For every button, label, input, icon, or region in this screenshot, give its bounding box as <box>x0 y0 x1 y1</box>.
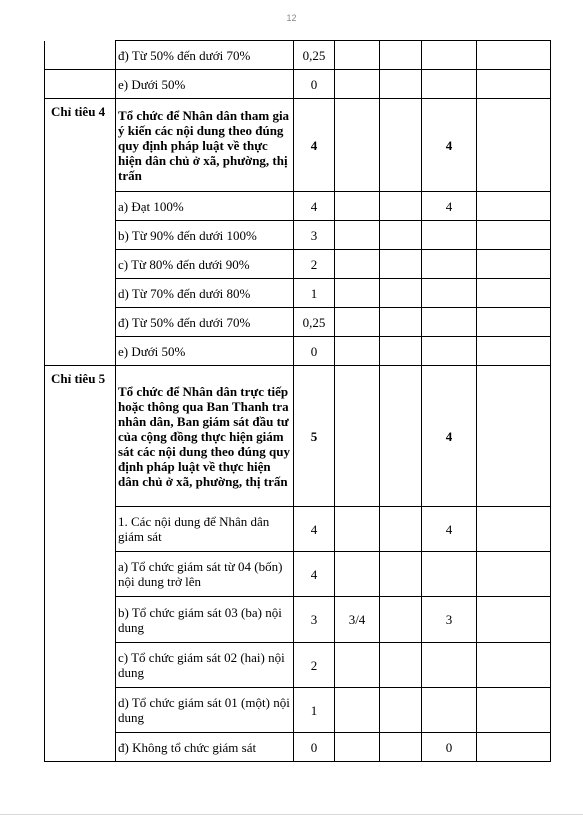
criterion-cell <box>45 688 116 733</box>
column-5-cell <box>380 366 422 507</box>
self-assessment-cell <box>335 221 380 250</box>
max-score-cell: 0 <box>294 70 335 99</box>
max-score-cell: 0,25 <box>294 41 335 70</box>
table-row <box>45 250 551 279</box>
self-assessment-cell <box>335 643 380 688</box>
max-score-cell: 4 <box>294 192 335 221</box>
column-5-cell <box>380 643 422 688</box>
note-cell <box>477 366 551 507</box>
score-cell: 4 <box>422 99 477 192</box>
max-score-cell: 3 <box>294 597 335 643</box>
self-assessment-cell <box>335 70 380 99</box>
max-score-cell: 0 <box>294 733 335 762</box>
criterion-cell <box>45 221 116 250</box>
score-cell <box>422 41 477 70</box>
self-assessment-cell <box>335 192 380 221</box>
score-cell <box>422 308 477 337</box>
column-5-cell <box>380 688 422 733</box>
criterion-cell <box>45 643 116 688</box>
table-row <box>45 366 551 507</box>
score-cell: 3 <box>422 597 477 643</box>
criterion-cell <box>45 308 116 337</box>
max-score-cell: 0 <box>294 337 335 366</box>
content-cell: c) Tổ chức giám sát 02 (hai) nội dung <box>116 643 294 688</box>
self-assessment-cell: 3/4 <box>335 597 380 643</box>
score-cell: 4 <box>422 366 477 507</box>
criterion-cell <box>45 279 116 308</box>
content-cell: d) Từ 70% đến dưới 80% <box>116 279 294 308</box>
criterion-cell <box>45 552 116 597</box>
criterion-cell <box>45 597 116 643</box>
max-score-cell: 2 <box>294 643 335 688</box>
content-cell: e) Dưới 50% <box>116 70 294 99</box>
table-row <box>45 552 551 597</box>
note-cell <box>477 99 551 192</box>
column-5-cell <box>380 221 422 250</box>
table-row <box>45 99 551 192</box>
column-5-cell <box>380 192 422 221</box>
column-5-cell <box>380 70 422 99</box>
criterion-cell <box>45 733 116 762</box>
max-score-cell: 1 <box>294 279 335 308</box>
criterion-cell <box>45 507 116 552</box>
score-cell <box>422 552 477 597</box>
note-cell <box>477 192 551 221</box>
score-cell <box>422 250 477 279</box>
score-cell <box>422 643 477 688</box>
column-5-cell <box>380 552 422 597</box>
content-cell: đ) Từ 50% đến dưới 70% <box>116 41 294 70</box>
table-row <box>45 733 551 762</box>
self-assessment-cell <box>335 366 380 507</box>
self-assessment-cell <box>335 337 380 366</box>
note-cell <box>477 250 551 279</box>
table-row <box>45 192 551 221</box>
note-cell <box>477 279 551 308</box>
content-cell: c) Từ 80% đến dưới 90% <box>116 250 294 279</box>
max-score-cell: 4 <box>294 507 335 552</box>
note-cell <box>477 221 551 250</box>
self-assessment-cell <box>335 552 380 597</box>
column-5-cell <box>380 308 422 337</box>
content-cell: d) Tổ chức giám sát 01 (một) nội dung <box>116 688 294 733</box>
column-5-cell <box>380 41 422 70</box>
note-cell <box>477 507 551 552</box>
self-assessment-cell <box>335 733 380 762</box>
table-row <box>45 507 551 552</box>
criterion-cell <box>45 337 116 366</box>
column-5-cell <box>380 733 422 762</box>
column-5-cell <box>380 250 422 279</box>
column-5-cell <box>380 99 422 192</box>
note-cell <box>477 643 551 688</box>
score-cell <box>422 279 477 308</box>
self-assessment-cell <box>335 250 380 279</box>
note-cell <box>477 308 551 337</box>
note-cell <box>477 41 551 70</box>
criterion-cell: Chỉ tiêu 4 <box>45 99 116 192</box>
column-5-cell <box>380 279 422 308</box>
note-cell <box>477 337 551 366</box>
max-score-cell: 1 <box>294 688 335 733</box>
self-assessment-cell <box>335 41 380 70</box>
column-5-cell <box>380 337 422 366</box>
note-cell <box>477 733 551 762</box>
column-5-cell <box>380 597 422 643</box>
table-row <box>45 688 551 733</box>
self-assessment-cell <box>335 279 380 308</box>
max-score-cell: 5 <box>294 366 335 507</box>
max-score-cell: 2 <box>294 250 335 279</box>
criterion-cell <box>45 70 116 99</box>
self-assessment-cell <box>335 507 380 552</box>
criterion-cell: Chỉ tiêu 5 <box>45 366 116 507</box>
content-cell: 1. Các nội dung để Nhân dân giám sát <box>116 507 294 552</box>
criterion-cell <box>45 250 116 279</box>
content-cell: đ) Từ 50% đến dưới 70% <box>116 308 294 337</box>
self-assessment-cell <box>335 688 380 733</box>
content-cell: e) Dưới 50% <box>116 337 294 366</box>
content-cell: b) Từ 90% đến dưới 100% <box>116 221 294 250</box>
score-cell: 0 <box>422 733 477 762</box>
score-cell: 4 <box>422 507 477 552</box>
max-score-cell: 0,25 <box>294 308 335 337</box>
content-cell: Tổ chức để Nhân dân trực tiếp hoặc thông qua Ban Thanh tra nhân dân, Ban giám sát đầu tư của cộng đồng thực hiện giám sát các nội dung theo đúng quy định pháp luật về thực hiện dân chủ ở xã, phường, thị trấn <box>116 366 294 507</box>
note-cell <box>477 688 551 733</box>
table-row <box>45 337 551 366</box>
scoring-table <box>44 40 551 762</box>
table-row <box>45 221 551 250</box>
content-cell: a) Tổ chức giám sát từ 04 (bốn) nội dung trở lên <box>116 552 294 597</box>
page-number: 12 <box>286 13 297 23</box>
max-score-cell: 4 <box>294 552 335 597</box>
note-cell <box>477 597 551 643</box>
content-cell: b) Tổ chức giám sát 03 (ba) nội dung <box>116 597 294 643</box>
content-cell: đ) Không tổ chức giám sát <box>116 733 294 762</box>
self-assessment-cell <box>335 308 380 337</box>
table-row <box>45 597 551 643</box>
column-5-cell <box>380 507 422 552</box>
content-cell: Tổ chức để Nhân dân tham gia ý kiến các nội dung theo đúng quy định pháp luật về thực hiện dân chủ ở xã, phường, thị trấn <box>116 99 294 192</box>
score-cell <box>422 337 477 366</box>
criterion-cell <box>45 41 116 70</box>
max-score-cell: 3 <box>294 221 335 250</box>
score-cell <box>422 221 477 250</box>
content-cell: a) Đạt 100% <box>116 192 294 221</box>
criterion-cell <box>45 192 116 221</box>
score-cell <box>422 70 477 99</box>
table-row <box>45 70 551 99</box>
score-cell: 4 <box>422 192 477 221</box>
table-row <box>45 308 551 337</box>
note-cell <box>477 552 551 597</box>
note-cell <box>477 70 551 99</box>
table-row <box>45 279 551 308</box>
self-assessment-cell <box>335 99 380 192</box>
max-score-cell: 4 <box>294 99 335 192</box>
page-bottom-divider <box>0 814 583 815</box>
table-row <box>45 41 551 70</box>
score-cell <box>422 688 477 733</box>
table-row <box>45 643 551 688</box>
